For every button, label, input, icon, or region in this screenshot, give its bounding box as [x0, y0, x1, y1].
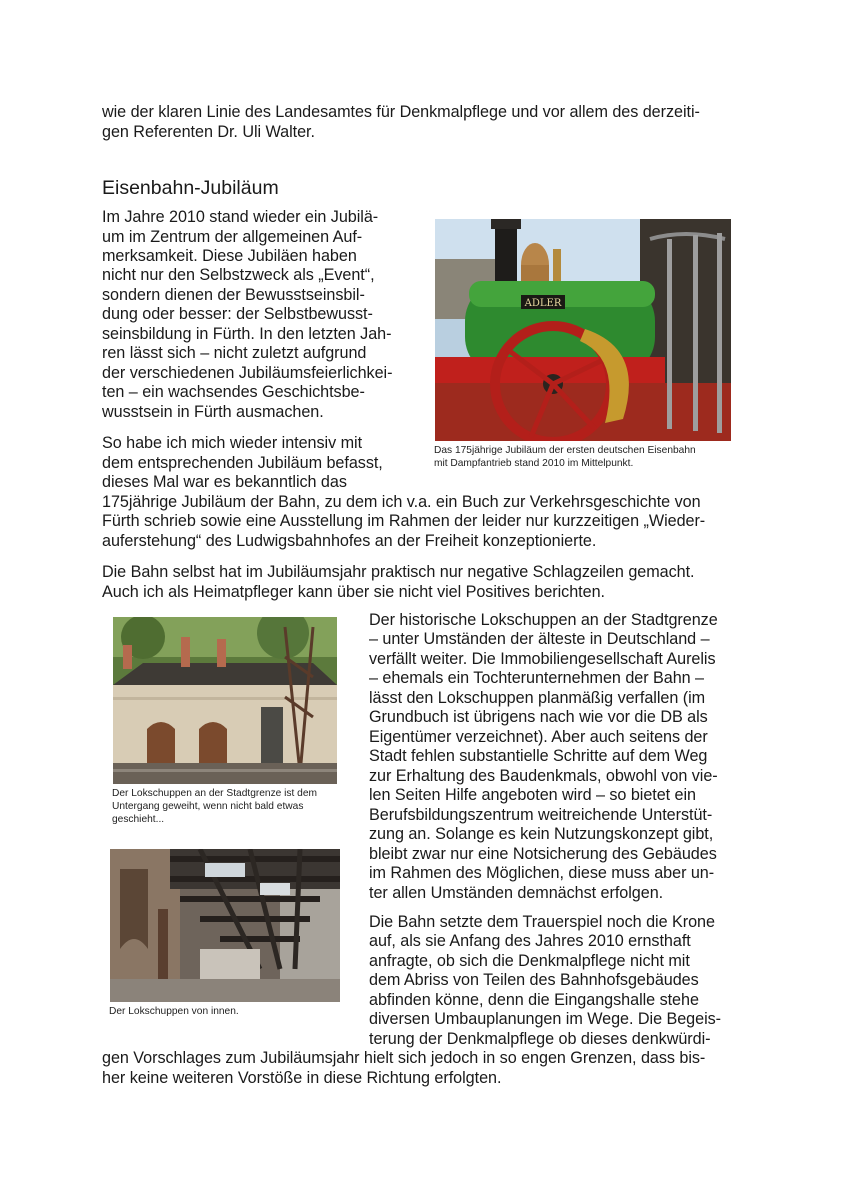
paragraph-1-line: wusstsein in Fürth ausmachen. [102, 403, 324, 421]
intro-line: wie der klaren Linie des Landesamtes für Denkmalpflege und vor allem des derzeiti- [102, 103, 700, 121]
paragraph-4-line: bleibt zwar nur eine Notsicherung des Gebäudes [369, 845, 717, 863]
paragraph-5-line: Die Bahn setzte dem Trauerspiel noch die Krone [369, 913, 715, 931]
paragraph-1-line: um im Zentrum der allgemeinen Auf- [102, 228, 363, 246]
paragraph-1-line: dung oder besser: der Selbstbewusst- [102, 305, 373, 323]
paragraph-3-line: Auch ich als Heimatpfleger kann über sie nicht viel Positives berichten. [102, 583, 605, 601]
paragraph-3-line: Die Bahn selbst hat im Jubiläumsjahr praktisch nur negative Schlagzeilen gemacht. [102, 563, 695, 581]
paragraph-1-line: merksamkeit. Diese Jubiläen haben [102, 247, 357, 265]
paragraph-1-line: der verschiedenen Jubiläumsfeierlichkei- [102, 364, 393, 382]
paragraph-5-line: her keine weiteren Vorstöße in diese Richtung erfolgten. [102, 1069, 502, 1087]
paragraph-1-line: sondern dienen der Bewusstseinsbil- [102, 286, 365, 304]
paragraph-4-line: zur Erhaltung des Baudenkmals, obwohl von vie- [369, 767, 718, 785]
paragraph-4-line: im Rahmen des Möglichen, diese muss aber un- [369, 864, 715, 882]
paragraph-1-line: ten – ein wachsendes Geschichtsbe- [102, 383, 365, 401]
paragraph-4-line: lässt den Lokschuppen planmäßig verfallen (im [369, 689, 706, 707]
paragraph-1-line: seinsbildung in Fürth. In den letzten Jah- [102, 325, 392, 343]
adler-locomotive-photo [435, 219, 731, 441]
paragraph-5-line: anfragte, ob sich die Denkmalpflege nicht mit [369, 952, 690, 970]
paragraph-1-line: ren lässt sich – nicht zuletzt aufgrund [102, 344, 367, 362]
adler-caption-line: mit Dampfantrieb stand 2010 im Mittelpunkt. [434, 458, 634, 469]
paragraph-4-line: zung an. Solange es kein Nutzungskonzept gibt, [369, 825, 714, 843]
paragraph-5-line: abfinden könne, denn die Eingangshalle stehe [369, 991, 699, 1009]
paragraph-5-line: terung der Denkmalpflege ob dieses denkwürdi- [369, 1030, 711, 1048]
paragraph-2-line: dem entsprechenden Jubiläum befasst, [102, 454, 383, 472]
shed-exterior-caption-line: Untergang geweiht, wenn nicht bald etwas [112, 801, 304, 812]
paragraph-4-line: Berufsbildungszentrum weitreichende Unterstüt- [369, 806, 713, 824]
paragraph-4-line: len Seiten Hilfe angeboten wird – so bietet ein [369, 786, 697, 804]
section-heading: Eisenbahn-Jubiläum [102, 177, 279, 199]
engine-shed-exterior-photo [113, 617, 337, 784]
adler-nameplate: ADLER [524, 298, 562, 309]
paragraph-4-line: Stadt fehlen substantielle Schritte auf dem Weg [369, 747, 708, 765]
paragraph-1-line: nicht nur den Selbstzweck als „Event“, [102, 266, 375, 284]
paragraph-2-line: 175jährige Jubiläum der Bahn, zu dem ich v.a. ein Buch zur Verkehrsgeschichte von [102, 493, 701, 511]
paragraph-5-line: dem Abriss von Teilen des Bahnhofsgebäudes [369, 971, 699, 989]
paragraph-2-line: dieses Mal war es bekanntlich das [102, 473, 347, 491]
shed-exterior-caption-line: geschieht... [112, 814, 165, 825]
paragraph-2-line: Fürth schrieb sowie eine Ausstellung im Rahmen der leider nur kurzzeitigen „Wieder- [102, 512, 706, 530]
shed-interior-caption: Der Lokschuppen von innen. [109, 1006, 239, 1017]
shed-exterior-caption-line: Der Lokschuppen an der Stadtgrenze ist dem [112, 788, 318, 799]
paragraph-1-line: Im Jahre 2010 stand wieder ein Jubilä- [102, 208, 379, 226]
paragraph-4-line: – unter Umständen der älteste in Deutschland – [369, 630, 710, 648]
paragraph-4-line: ter allen Umständen demnächst erfolgen. [369, 884, 664, 902]
paragraph-2-line: So habe ich mich wieder intensiv mit [102, 434, 363, 452]
paragraph-5-line: gen Vorschlages zum Jubiläumsjahr hielt sich jedoch in so engen Grenzen, dass bis- [102, 1049, 706, 1067]
paragraph-4-line: Grundbuch ist übrigens nach wie vor die DB als [369, 708, 708, 726]
adler-caption-line: Das 175jährige Jubiläum der ersten deutschen Eisenbahn [434, 445, 696, 456]
paragraph-4-line: – ehemals ein Tochterunternehmen der Bahn – [369, 669, 705, 687]
engine-shed-interior-photo [110, 849, 340, 1002]
paragraph-2-line: auferstehung“ des Ludwigsbahnhofes an der Freiheit konzeptionierte. [102, 532, 597, 550]
paragraph-4-line: Eigentümer verzeichnet). Aber auch seitens der [369, 728, 708, 746]
paragraph-5-line: diversen Umbauplanungen im Wege. Die Begeis- [369, 1010, 722, 1028]
intro-line: gen Referenten Dr. Uli Walter. [102, 123, 315, 141]
paragraph-5-line: auf, als sie Anfang des Jahres 2010 ernsthaft [369, 932, 691, 950]
paragraph-4-line: verfällt weiter. Die Immobiliengesellschaft Aurelis [369, 650, 716, 668]
paragraph-4-line: Der historische Lokschuppen an der Stadtgrenze [369, 611, 718, 629]
